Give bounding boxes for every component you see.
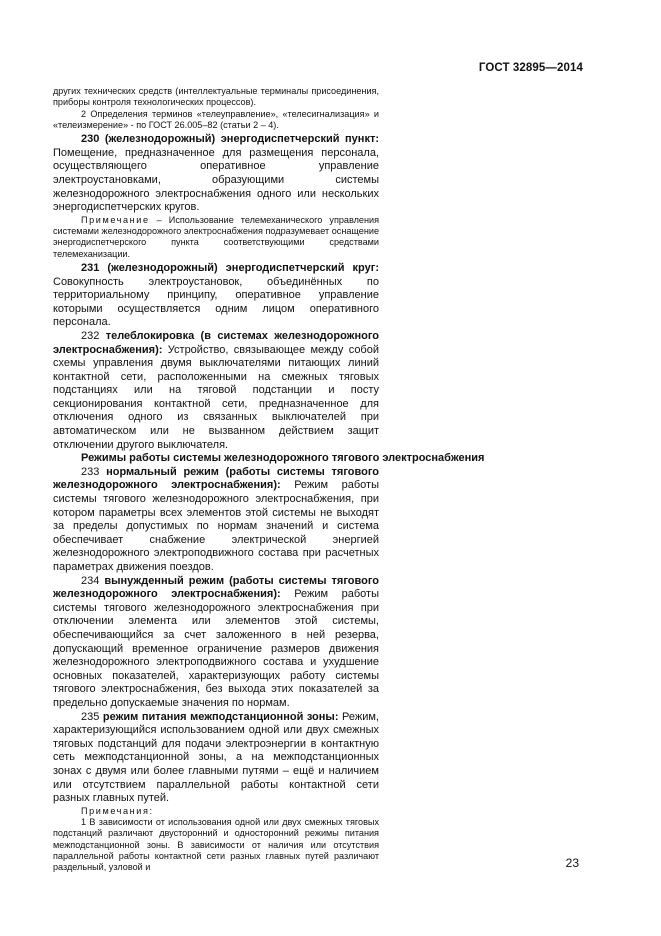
term-234-title: вынужденный режим (работы системы тягового железнодорожного электроснабжения): bbox=[53, 574, 379, 601]
notes-235-label-text: Примечания: bbox=[81, 805, 154, 816]
definition-note-2: 2 Определения терминов «телеуправление», «телесигнализация» и «телеизмерение» - по ГОСТ 26.005–82 (статьи 2 – 4). bbox=[53, 108, 379, 130]
notes-235-label bbox=[53, 806, 379, 817]
term-233-title: нормальный режим (работы системы тягового железнодорожного электроснабжения): bbox=[53, 465, 379, 492]
note-235-1: 1 В зависимости от использования одной или двух смежных тяговых подстанций различают двусторонний и односторонний режимы питания межподстанционной зоны. В зависимости от наличия или отсутствия параллельной работы контактной сети разных главных путей различают раздельный, узловой и bbox=[53, 816, 379, 873]
term-233-number: 233 bbox=[81, 465, 107, 478]
term-232-number: 232 bbox=[81, 329, 106, 342]
term-233 bbox=[53, 466, 379, 575]
term-230 bbox=[53, 133, 379, 215]
term-234-number: 234 bbox=[81, 574, 105, 587]
term-235-number: 235 bbox=[81, 710, 103, 723]
term-233-definition: Режим работы системы тягового железнодорожного электроснабжения, при котором параметры всех элементов этой системы не выходят за пределы допустимых по нормам значений и система обеспечивает снабжение электрической энергией железнодорожного электроподвижного состава при расчетных параметрах движения поездов. bbox=[53, 479, 380, 573]
term-235-definition: Режим, характеризующийся использованием одной или двух смежных тяговых подстанций для подачи электроэнергии в контактную сеть межподстанционной зоны, а на межподстанционных зонах с двумя или более главными путями – ещё и наличием или отсутствием параллельной работы контактной сети разных главных путей. bbox=[53, 710, 379, 805]
term-232 bbox=[53, 330, 379, 452]
term-232-title: телеблокировка (в системах железнодорожного электроснабжения): bbox=[53, 329, 379, 356]
term-230-definition: Помещение, предназначенное для размещения персонала, осуществляющего оперативное управление электроустановками, образующими системы железнодорожного электроснабжения одного или нескольких энергодиспетчерских кругов. bbox=[53, 146, 379, 214]
term-231-definition: Совокупность электроустановок, объединённых по территориальному принципу, оперативное управление которыми осуществляется одним лицом оперативного персонала. bbox=[53, 275, 379, 329]
page-number: 23 bbox=[565, 856, 579, 870]
term-231 bbox=[53, 262, 379, 330]
text-column bbox=[53, 86, 485, 873]
note-230-label: Примечание bbox=[81, 214, 150, 225]
note-230 bbox=[53, 215, 379, 260]
term-232-definition: Устройство, связывающее между собой схемы управления двумя выключателями питающих линий контактной сети, расположенными на смежных тяговых подстанциях или на тяговой подстанции и посту секционирования контактной сети, предназначенное для отключения одного из связанных выключателей при автоматическом или не вызванном действием защит отключении другого выключателя. bbox=[53, 343, 379, 451]
term-235-title: режим питания межподстанционной зоны: bbox=[102, 710, 339, 723]
section-heading: Режимы работы системы железнодорожного тягового электроснабжения bbox=[81, 452, 485, 465]
term-234 bbox=[53, 575, 379, 711]
term-230-title: 230 (железнодорожный) энергодиспетчерский пункт: bbox=[81, 133, 379, 146]
term-235 bbox=[53, 711, 379, 806]
intro-text: других технических средств (интеллектуальные терминалы присоединения, приборы контроля технологических процессов). bbox=[53, 86, 379, 108]
note-230-text: – Использование телемеханического управления системами железнодорожного электроснабжения подразумевает оснащение энергодиспетчерского пункта соответствующими средствами телемеханизации. bbox=[53, 214, 379, 259]
document-id: ГОСТ 32895—2014 bbox=[478, 62, 583, 74]
term-234-definition: Режим работы системы тягового железнодорожного электроснабжения при отключении элемента или элементов этой системы, обеспечивающийся за счет заложенного в ней резерва, допускающий временное ограничение размеров движения железнодорожного электроподвижного состава и ухудшение основных показателей, характеризующих работу системы тягового электроснабжения, без выхода этих показателей за предельно допускаемые значения по нормам. bbox=[53, 588, 380, 709]
term-231-title: 231 (железнодорожный) энергодиспетчерский круг: bbox=[81, 261, 379, 274]
